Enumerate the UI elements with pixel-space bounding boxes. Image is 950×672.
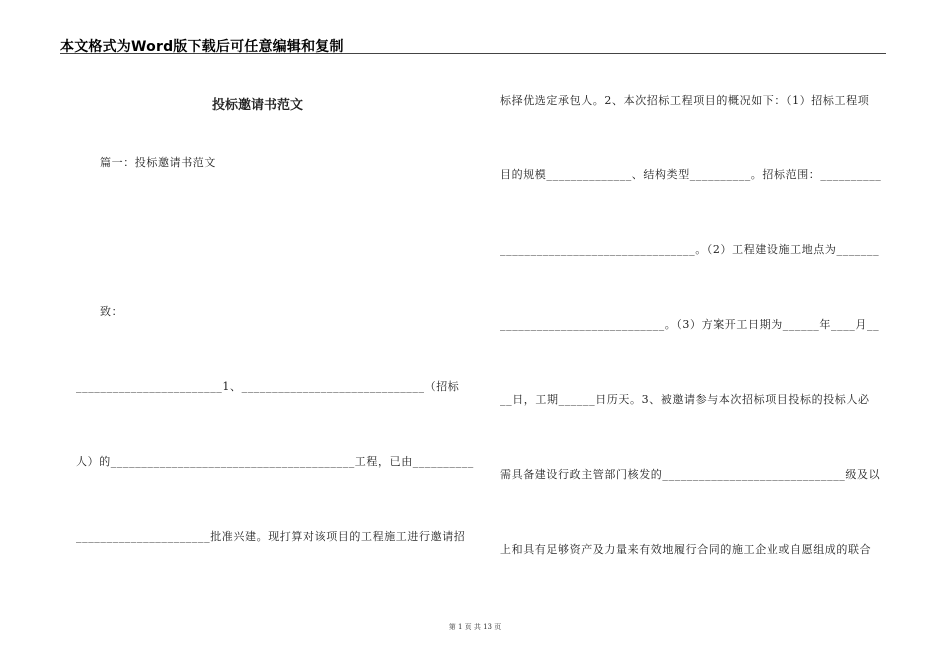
right-line-2: 目的规模______________、结构类型__________。招标范围：__________ (500, 168, 882, 181)
left-line-salutation: 致： (100, 305, 124, 318)
right-line-4: ___________________________。（3）方案开工日期为______年____月__ (500, 318, 880, 331)
left-line-section-heading: 篇一：投标邀请书范文 (100, 156, 216, 169)
right-line-3: ________________________________。（2）工程建设施工地点为_______ (500, 243, 880, 256)
left-line-3: ________________________1、______________________________（招标 (76, 380, 460, 393)
right-line-6: 需具备建设行政主管部门核发的______________________________级及以 (500, 468, 881, 481)
right-line-1: 标择优选定承包人。2、本次招标工程项目的概况如下：（1）招标工程项 (500, 94, 870, 107)
document-title: 投标邀请书范文 (212, 98, 304, 113)
document-header-banner: 本文格式为Word版下载后可任意编辑和复制 (60, 39, 344, 55)
right-line-5: __日，工期______日历天。3、被邀请参与本次招标项目投标的投标人必 (500, 393, 870, 406)
page-indicator: 第 1 页 共 13 页 (448, 623, 502, 631)
left-line-4: 人）的________________________________________工程，已由__________ (76, 455, 474, 468)
header-divider (60, 53, 886, 54)
right-line-7: 上和具有足够资产及力量来有效地履行合同的施工企业或自愿组成的联合 (500, 543, 872, 556)
left-line-5: ______________________批准兴建。现打算对该项目的工程施工进行邀请招 (76, 530, 466, 543)
